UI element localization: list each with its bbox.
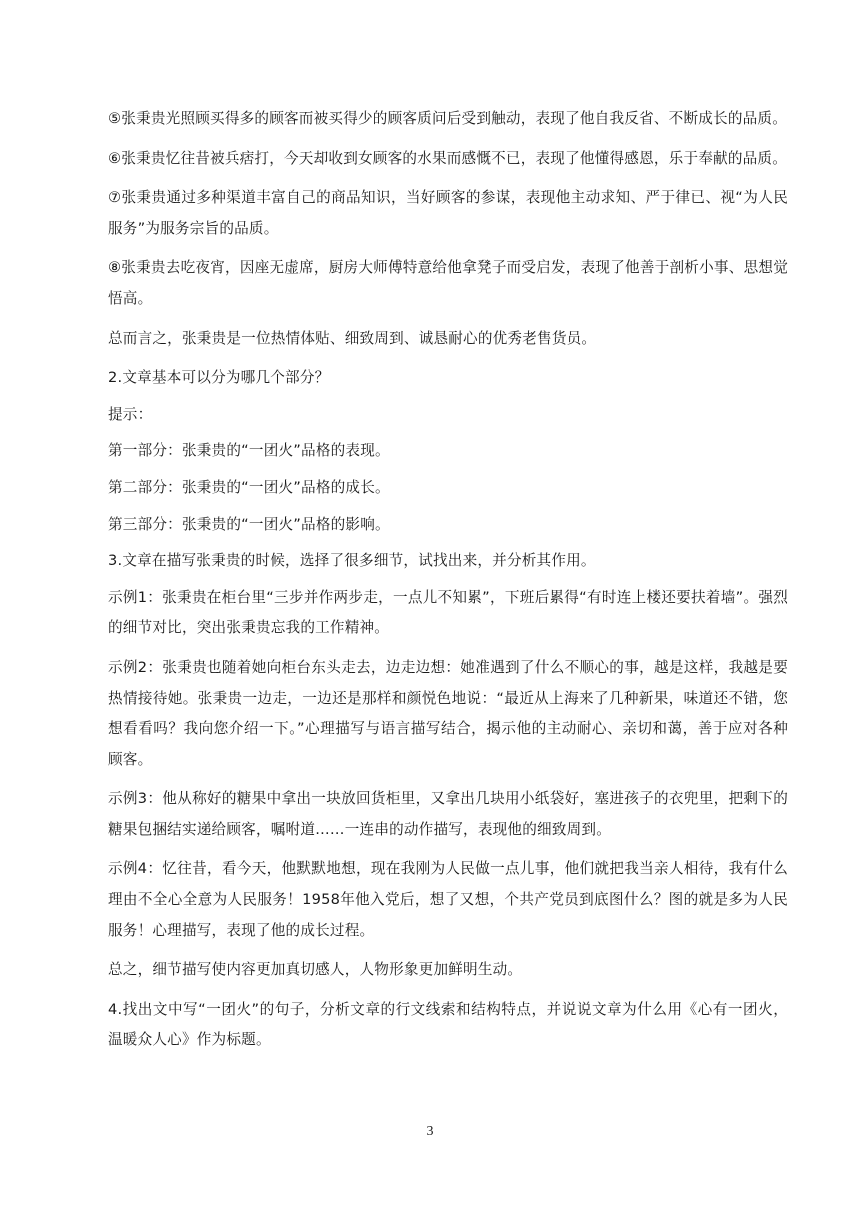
example-1: 示例1：张秉贵在柜台里“三步并作两步走，一点儿不知累”，下班后累得“有时连上楼还要扶着墙”。强烈的细节对比，突出张秉贵忘我的工作精神。 [108, 588, 788, 637]
part-3: 第三部分：张秉贵的“一团火”品格的影响。 [108, 515, 390, 533]
page-number: 3 [426, 1124, 434, 1139]
paragraph-5: ⑤张秉贵光照顾买得多的顾客而被买得少的顾客质问后受到触动，表现了他自我反省、不断成长的品质。 [108, 110, 788, 127]
example-3: 示例3：他从称好的糖果中拿出一块放回货柜里，又拿出几块用小纸袋好，塞进孩子的衣兜里，把剩下的糖果包捆结实递给顾客，嘱咐道……一连串的动作描写，表现他的细致周到。 [108, 790, 788, 838]
conclusion-paragraph: 总之，细节描写使内容更加真切感人，人物形象更加鲜明生动。 [108, 961, 523, 979]
example-4: 示例4：忆往昔，看今天，他默默地想，现在我刚为人民做一点儿事，他们就把我当亲人相待，我有什么理由不全心全意为人民服务！1958年他入党后，想了又想，个共产党员到底图什么？图的就是多为人民服务！心理描写，表现了他的成长过程。 [108, 860, 788, 939]
summary-paragraph: 总而言之，张秉贵是一位热情体贴、细致周到、诚恳耐心的优秀老售货员。 [108, 329, 597, 347]
hint-label: 提示： [108, 405, 153, 423]
paragraph-6: ⑥张秉贵忆往昔被兵痞打，今天却收到女顾客的水果而感慨不已，表现了他懂得感恩，乐于奉献的品质。 [108, 149, 788, 167]
question-2: 2.文章基本可以分为哪几个部分？ [108, 369, 330, 387]
question-3: 3.文章在描写张秉贵的时候，选择了很多细节，试找出来，并分析其作用。 [108, 552, 596, 570]
part-1: 第一部分：张秉贵的“一团火”品格的表现。 [108, 442, 390, 460]
question-4: 4.找出文中写“一团火”的句子，分析文章的行文线索和结构特点，并说说文章为什么用《心有一团火，温暖众人心》作为标题。 [108, 1000, 788, 1049]
paragraph-7: ⑦张秉贵通过多种渠道丰富自己的商品知识，当好顾客的参谋，表现他主动求知、严于律已、视“为人民服务”为服务宗旨的品质。 [108, 189, 788, 237]
part-2: 第二部分：张秉贵的“一团火”品格的成长。 [108, 478, 390, 496]
paragraph-8: ⑧张秉贵去吃夜宵，因座无虚席，厨房大师傅特意给他拿凳子而受启发，表现了他善于剖析小事、思想觉悟高。 [108, 259, 788, 307]
example-2: 示例2：张秉贵也随着她向柜台东头走去，边走边想：她准遇到了什么不顺心的事，越是这样，我越是要热情接待她。张秉贵一边走，一边还是那样和颜悦色地说：“最近从上海来了几种新果，味道还不错，您想看看吗？我向您介绍一下。”心理描写与语言描写结合，揭示他的主动耐心、亲切和蔼，善于应对各种顾客。 [108, 658, 788, 768]
page-content [108, 104, 788, 1065]
